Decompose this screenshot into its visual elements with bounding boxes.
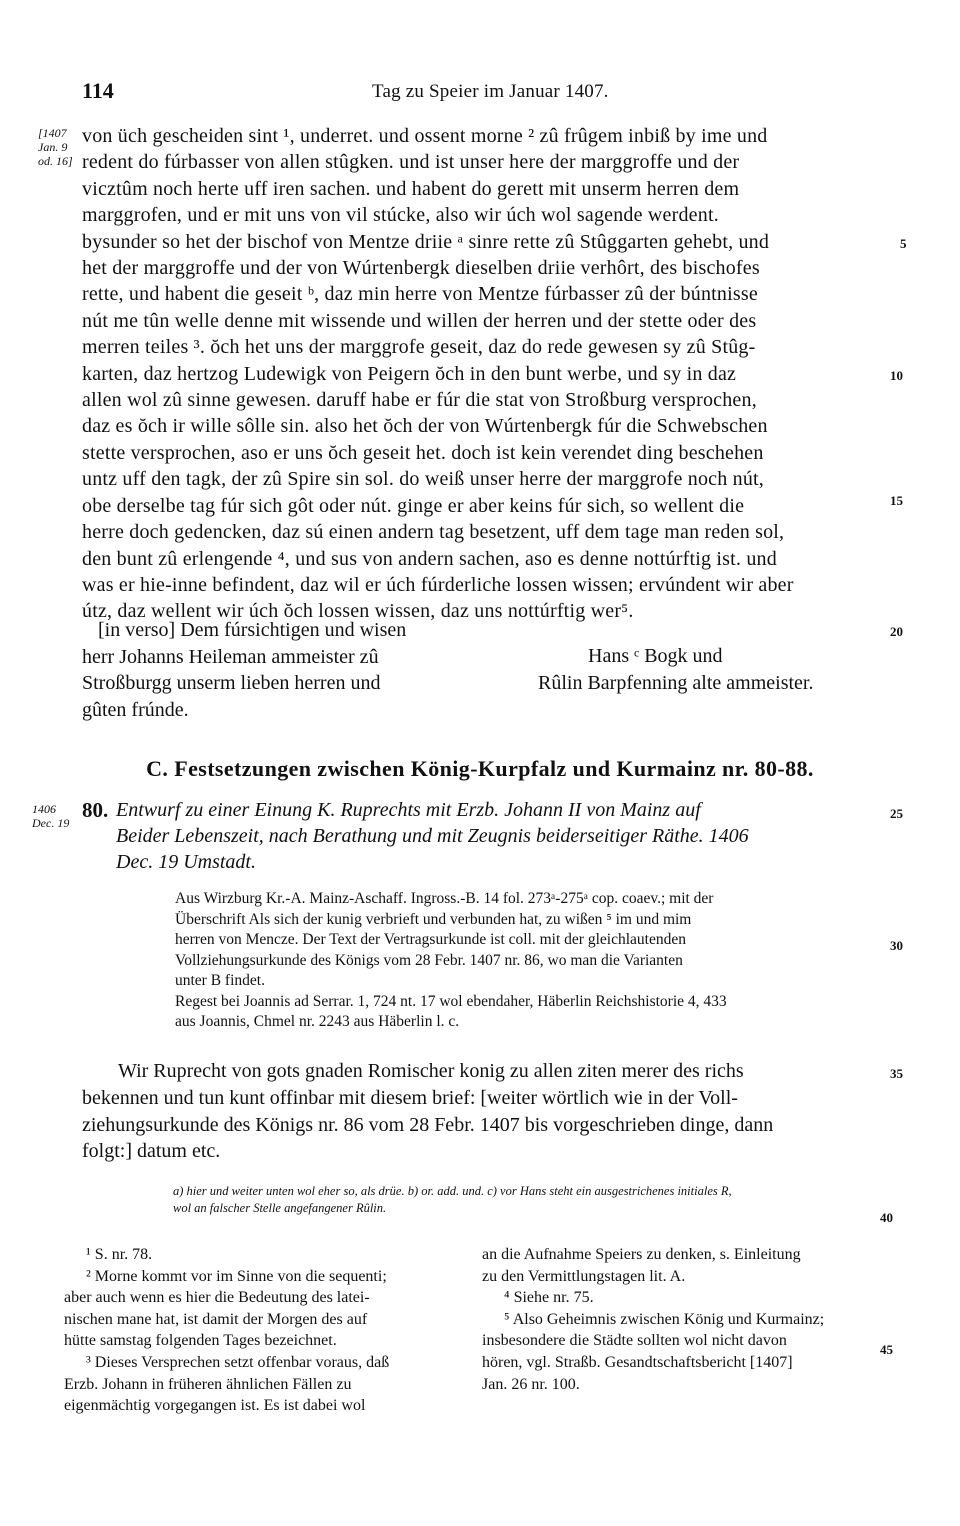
text-line: bysunder so het der bischof von Mentze driie ᵃ sinre rette zû Stûggarten gehebt, und xyxy=(82,230,770,253)
text-line: untz uff den tagk, der zû Spire sin sol. do weiß unser herre der marggrofe noch nút, xyxy=(82,468,764,491)
source-line: unter B findet. xyxy=(175,972,265,989)
footnote-line: Erzb. Johann in früheren ähnlichen Fällen zu xyxy=(64,1375,352,1393)
text-line: herre doch gedencken, daz sú einen andern tag besetzent, uff dem tage man reden sol, xyxy=(82,521,785,544)
text-line: obe derselbe tag fúr sich gôt oder nút. ginge er aber keins fúr sich, so wellent die xyxy=(82,494,745,517)
address-line: Rûlin Barpfenning alte ammeister. xyxy=(538,671,814,694)
text-line: ziehungsurkunde des Königs nr. 86 vom 28 Febr. 1407 bis vorgeschrieben dinge, dann xyxy=(82,1113,774,1136)
line-number: 10 xyxy=(890,368,903,383)
line-number: 35 xyxy=(890,1066,903,1081)
text-line: marggrofen, und er mit uns von vil stúcke, also wir úch wol sagende werdent. xyxy=(82,204,719,227)
source-description xyxy=(175,889,880,1033)
line-number: 5 xyxy=(900,236,907,251)
footnote-line: nischen mane hat, ist damit der Morgen des auf xyxy=(64,1310,368,1328)
margin-date-line: [1407 xyxy=(38,126,67,140)
address-recipient xyxy=(82,617,482,723)
entry-title-line: Beider Lebenszeit, nach Berathung und mit Zeugnis beiderseitiger Räthe. 1406 xyxy=(116,825,749,847)
text-line: redent do fúrbasser von allen stûgken. und ist unser here der marggroffe und der xyxy=(82,151,740,174)
text-line: nút me tûn welle denne mit wissende und willen der herren und der stette oder des xyxy=(82,309,757,332)
footnote-line: eigenmächtig vorgegangen ist. Es ist dabei wol xyxy=(64,1397,366,1415)
address-senders xyxy=(538,643,898,696)
source-line: aus Joannis, Chmel nr. 2243 aus Häberlin l. c. xyxy=(175,1013,460,1030)
source-line: herren von Mencze. Der Text der Vertragsurkunde ist coll. mit der gleichlautenden xyxy=(175,931,686,948)
footnotes-left-column xyxy=(64,1244,456,1417)
address-line: Stroßburgg unserm lieben herren und xyxy=(82,672,381,694)
text-line: daz es ŏch ir wille sôlle sin. also het ŏch der von Wúrtenbergk fúr die Schwebschen xyxy=(82,415,768,438)
text-line: Wir Ruprecht von gots gnaden Romischer konig zu allen ziten merer des richs xyxy=(118,1060,744,1082)
footnote-line: zu den Vermittlungstagen lit. A. xyxy=(482,1267,686,1285)
margin-date-1406 xyxy=(32,802,69,830)
margin-date-line: 1406 xyxy=(32,802,56,816)
footnote-line: Jan. 26 nr. 100. xyxy=(482,1375,580,1393)
footnote-line: hütte samstag folgenden Tages bezeichnet. xyxy=(64,1332,337,1350)
address-line: gûten frúnde. xyxy=(82,698,189,721)
entry-title-line: Dec. 19 Umstadt. xyxy=(116,851,256,873)
text-line: útz, daz wellent wir úch ŏch lossen wissen, daz uns nottúrftig wer⁵. xyxy=(82,600,634,623)
margin-date-1407 xyxy=(38,126,73,168)
letter-body xyxy=(82,123,880,625)
text-line: vicztûm noch herte uff iren sachen. und habent do gerett mit unserm herren dem xyxy=(82,177,740,200)
document-text xyxy=(82,1058,880,1165)
footnote-line: ⁵ Also Geheimnis zwischen König und Kurmainz; xyxy=(504,1310,825,1328)
entry-number: 80. xyxy=(82,798,109,822)
address-line: [in verso] Dem fúrsichtigen und wisen xyxy=(98,619,407,641)
source-line: Aus Wirzburg Kr.-A. Mainz-Aschaff. Ingross.-B. 14 fol. 273ᵃ-275ᵃ cop. coaev.; mit der xyxy=(175,890,714,907)
line-number: 20 xyxy=(890,624,903,639)
text-line: merren teiles ³. ŏch het uns der marggrofe geseit, daz do rede gewesen sy zû Stûg- xyxy=(82,336,756,359)
page-number: 114 xyxy=(82,78,114,103)
source-line: Vollziehungsurkunde des Königs vom 28 Febr. 1407 nr. 86, wo man die Varianten xyxy=(175,951,683,969)
footnote-line: ³ Dieses Versprechen setzt offenbar voraus, daß xyxy=(86,1353,390,1371)
text-line: allen wol zû sinne gewesen. daruff habe er fúr die stat von Stroßburg versprochen, xyxy=(82,389,757,412)
text-line: den bunt zû erlengende ⁴, und sus von andern sachen, aso es denne nottúrftig ist. und xyxy=(82,547,777,570)
variant-note-line: a) hier und weiter unten wol eher so, als drüe. b) or. add. und. c) vor Hans steht ein ausgestrichenes initiales R, xyxy=(173,1184,732,1198)
line-number: 45 xyxy=(880,1342,893,1357)
address-line: herr Johanns Heileman ammeister zû xyxy=(82,645,379,668)
text-line: karten, daz hertzog Ludewigk von Peigern ŏch in den bunt werbe, und sy in daz xyxy=(82,362,737,385)
footnote-line: insbesondere die Städte sollten wol nicht davon xyxy=(482,1332,787,1350)
line-number: 15 xyxy=(890,493,903,508)
footnote-line: hören, vgl. Straßb. Gesandtschaftsbericht [1407] xyxy=(482,1353,793,1371)
text-line: folgt:] datum etc. xyxy=(82,1140,221,1163)
footnote-line: ² Morne kommt vor im Sinne von die sequenti; xyxy=(86,1267,387,1285)
text-line: rette, und habent die geseit ᵇ, daz min herre von Mentze fúrbasser zû der búntnisse xyxy=(82,283,758,306)
source-line: Regest bei Joannis ad Serrar. 1, 724 nt. 17 wol ebendaher, Häberlin Reichshistorie 4, 433 xyxy=(175,992,727,1010)
footnote-line: ⁴ Siehe nr. 75. xyxy=(504,1289,594,1307)
entry-title-line: Entwurf zu einer Einung K. Ruprechts mit Erzb. Johann II von Mainz auf xyxy=(116,799,701,821)
line-number: 25 xyxy=(890,806,903,821)
page-header xyxy=(82,78,882,108)
text-line: stette versprochen, aso er uns ŏch geseit het. doch ist kein verendet ding beschehen xyxy=(82,441,764,464)
footnote-line: ¹ S. nr. 78. xyxy=(86,1246,153,1263)
entry-title xyxy=(116,797,886,875)
variant-note-line: wol an falscher Stelle angefangener Rûlin. xyxy=(173,1201,387,1215)
line-number: 40 xyxy=(880,1210,893,1225)
text-line: von üch gescheiden sint ¹, underret. und ossent morne ² zû frûgem inbiß by ime und xyxy=(82,125,768,147)
margin-date-line: od. 16] xyxy=(38,154,73,168)
footnotes-right-column xyxy=(482,1244,874,1395)
variant-notes xyxy=(173,1183,873,1217)
margin-date-line: Dec. 19 xyxy=(32,816,70,830)
address-line: Hans ᶜ Bogk und xyxy=(588,645,723,667)
text-line: was er hie-inne befindent, daz wil er úch fúrderliche lossen wissen; ervúndent wir aber xyxy=(82,573,794,596)
margin-date-line: Jan. 9 xyxy=(38,140,68,154)
footnote-line: an die Aufnahme Speiers zu denken, s. Einleitung xyxy=(482,1246,801,1263)
text-line: het der marggroffe und der von Wúrtenbergk dieselben driie verhôrt, des bischofes xyxy=(82,257,760,280)
footnote-line: aber auch wenn es hier die Bedeutung des latei- xyxy=(64,1289,370,1307)
running-head: Tag zu Speier im Januar 1407. xyxy=(372,81,609,102)
text-line: bekennen und tun kunt offinbar mit diesem brief: [weiter wörtlich wie in der Voll- xyxy=(82,1086,738,1109)
line-number: 30 xyxy=(890,938,903,953)
section-heading: C. Festsetzungen zwischen König-Kurpfalz und Kurmainz nr. 80-88. xyxy=(146,756,814,781)
source-line: Überschrift Als sich der kunig verbrieft und verbunden hat, zu wißen ⁵ im und mim xyxy=(175,910,692,928)
